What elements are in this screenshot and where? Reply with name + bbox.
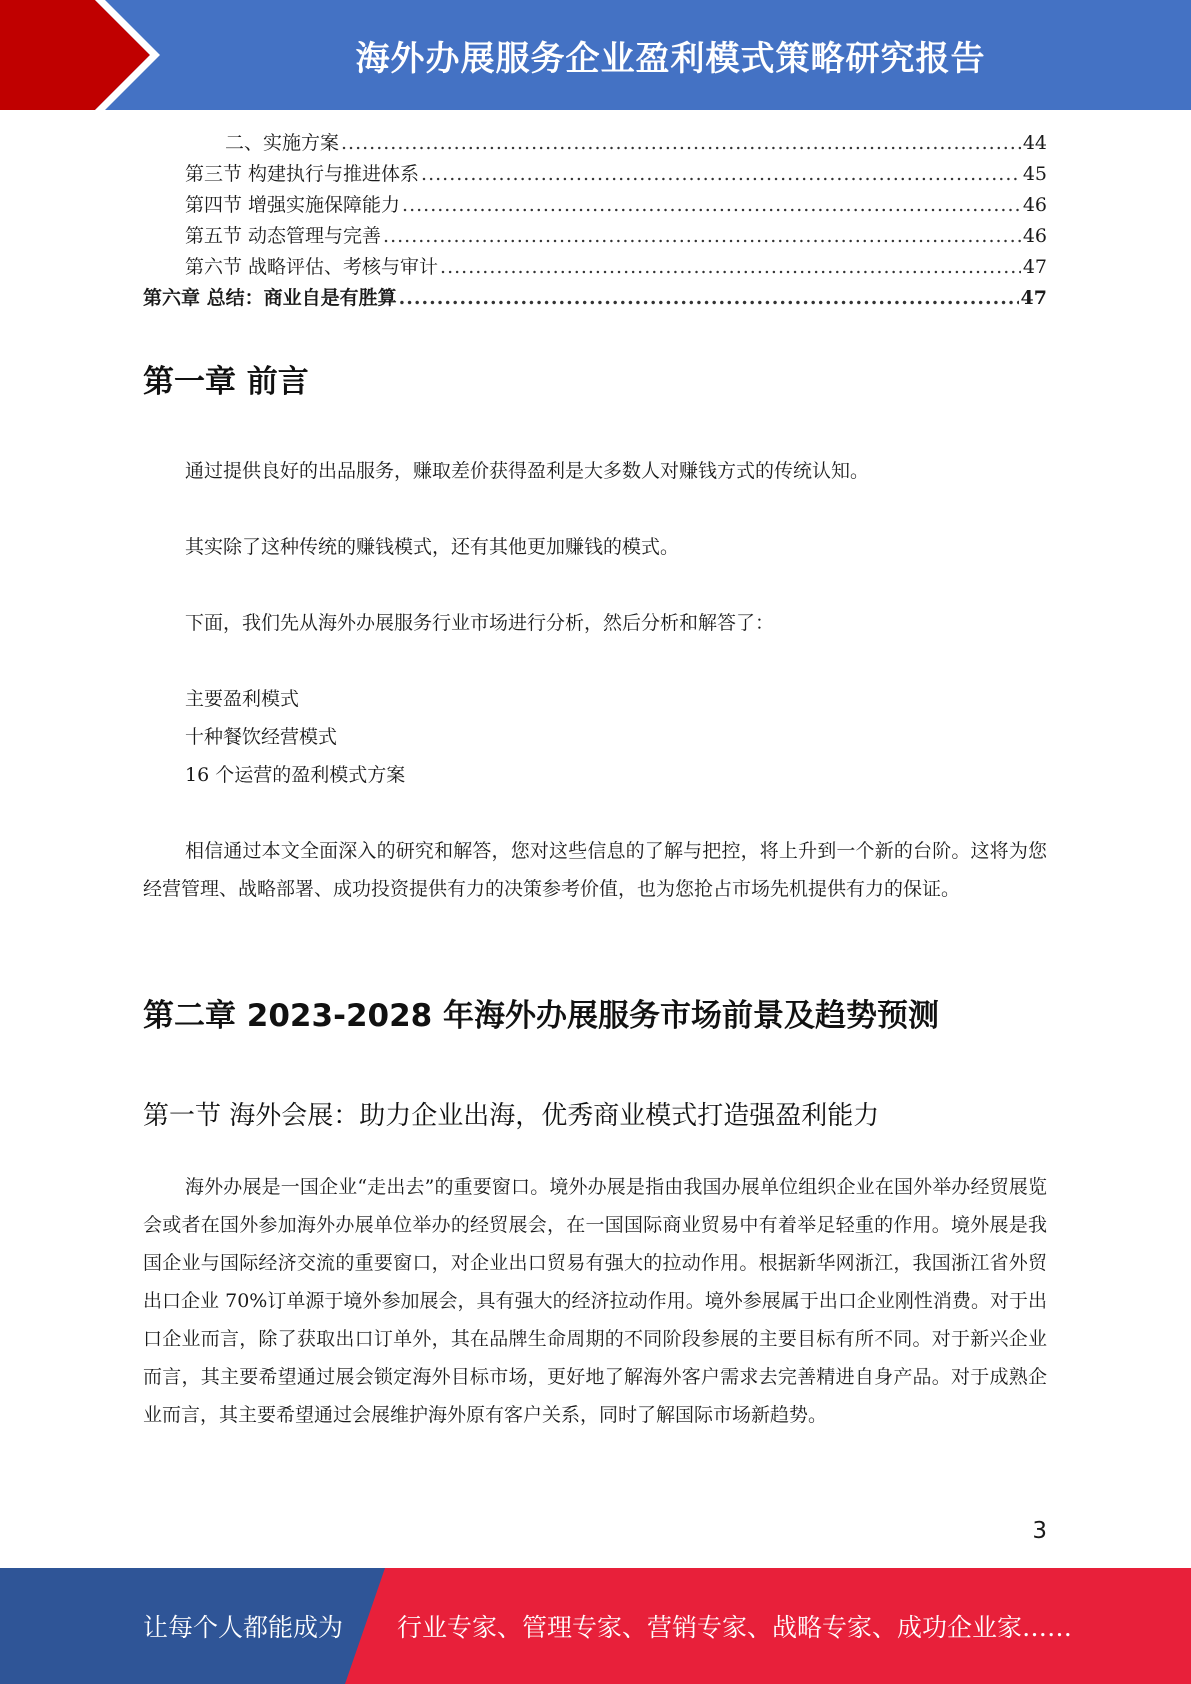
report-title: 海外办展服务企业盈利模式策略研究报告 (355, 38, 986, 79)
page-footer (0, 1568, 1191, 1684)
paragraph: 其实除了这种传统的赚钱模式，还有其他更加赚钱的模式。 (185, 536, 680, 558)
toc-entry[interactable] (143, 252, 1047, 283)
footer-slogan-right: 行业专家、管理专家、营销专家、战略专家、成功企业家…… (397, 1613, 1073, 1642)
paragraph: 下面，我们先从海外办展服务行业市场进行分析，然后分析和解答了： (185, 612, 775, 634)
toc-entry-label: 第六节 战略评估、考核与审计 (185, 256, 439, 278)
section-heading: 第一节 海外会展：助力企业出海，优秀商业模式打造强盈利能力 (143, 1101, 880, 1131)
toc-entry[interactable] (143, 190, 1047, 221)
toc-entry-label: 二、实施方案 (225, 132, 340, 154)
toc-leader-dots (383, 221, 1021, 252)
toc-entry-page: 46 (1022, 225, 1047, 247)
page-number: 3 (1032, 1518, 1047, 1544)
table-of-contents (143, 128, 1047, 314)
footer-slogan-left: 让每个人都能成为 (143, 1613, 344, 1642)
toc-leader-dots (402, 190, 1021, 221)
paragraph: 通过提供良好的出品服务，赚取差价获得盈利是大多数人对赚钱方式的传统认知。 (185, 460, 870, 482)
header-arrow-icon (0, 0, 160, 110)
toc-entry-page: 47 (1020, 287, 1047, 309)
paragraph: 相信通过本文全面深入的研究和解答，您对这些信息的了解与把控，将上升到一个新的台阶。这将为您经营管理、战略部署、成功投资提供有力的决策参考价值，也为您抢占市场先机提供有力的保证。 (143, 840, 1047, 900)
toc-entry[interactable] (143, 221, 1047, 252)
toc-entry-label: 第五节 动态管理与完善 (185, 225, 382, 247)
list-item: 十种餐饮经营模式 (185, 726, 338, 748)
toc-leader-dots (341, 128, 1021, 159)
chapter-heading: 第二章 2023-2028 年海外办展服务市场前景及趋势预测 (143, 998, 940, 1034)
toc-leader-dots (399, 283, 1019, 314)
toc-entry-label: 第六章 总结：商业自是有胜算 (143, 287, 397, 309)
toc-entry[interactable] (143, 283, 1047, 314)
toc-leader-dots (421, 159, 1021, 190)
toc-entry-page: 45 (1022, 163, 1047, 185)
page-header (0, 0, 1191, 110)
chapter-heading: 第一章 前言 (143, 364, 309, 400)
toc-leader-dots (440, 252, 1021, 283)
toc-entry-label: 第三节 构建执行与推进体系 (185, 163, 420, 185)
list-item: 16 个运营的盈利模式方案 (185, 764, 406, 786)
toc-entry[interactable] (143, 128, 1047, 159)
toc-entry-page: 46 (1022, 194, 1047, 216)
paragraph: 海外办展是一国企业“走出去”的重要窗口。境外办展是指由我国办展单位组织企业在国外举办经贸展览会或者在国外参加海外办展单位举办的经贸展会，在一国国际商业贸易中有着举足轻重的作用。境外展是我国企业与国际经济交流的重要窗口，对企业出口贸易有强大的拉动作用。根据新华网浙江，我国浙江省外贸出口企业 70%订单源于境外参加展会，具有强大的经济拉动作用。境外参展属于出口企业刚性消费。对于出口企业而言，除了获取出口订单外，其在品牌生命周期的不同阶段参展的主要目标有所不同。对于新兴企业而言，其主要希望通过展会锁定海外目标市场，更好地了解海外客户需求去完善精进自身产品。对于成熟企业而言，其主要希望通过会展维护海外原有客户关系，同时了解国际市场新趋势。 (143, 1176, 1047, 1426)
toc-entry-page: 44 (1022, 132, 1047, 154)
toc-entry[interactable] (143, 159, 1047, 190)
toc-entry-page: 47 (1022, 256, 1047, 278)
toc-entry-label: 第四节 增强实施保障能力 (185, 194, 401, 216)
list-item: 主要盈利模式 (185, 688, 300, 710)
